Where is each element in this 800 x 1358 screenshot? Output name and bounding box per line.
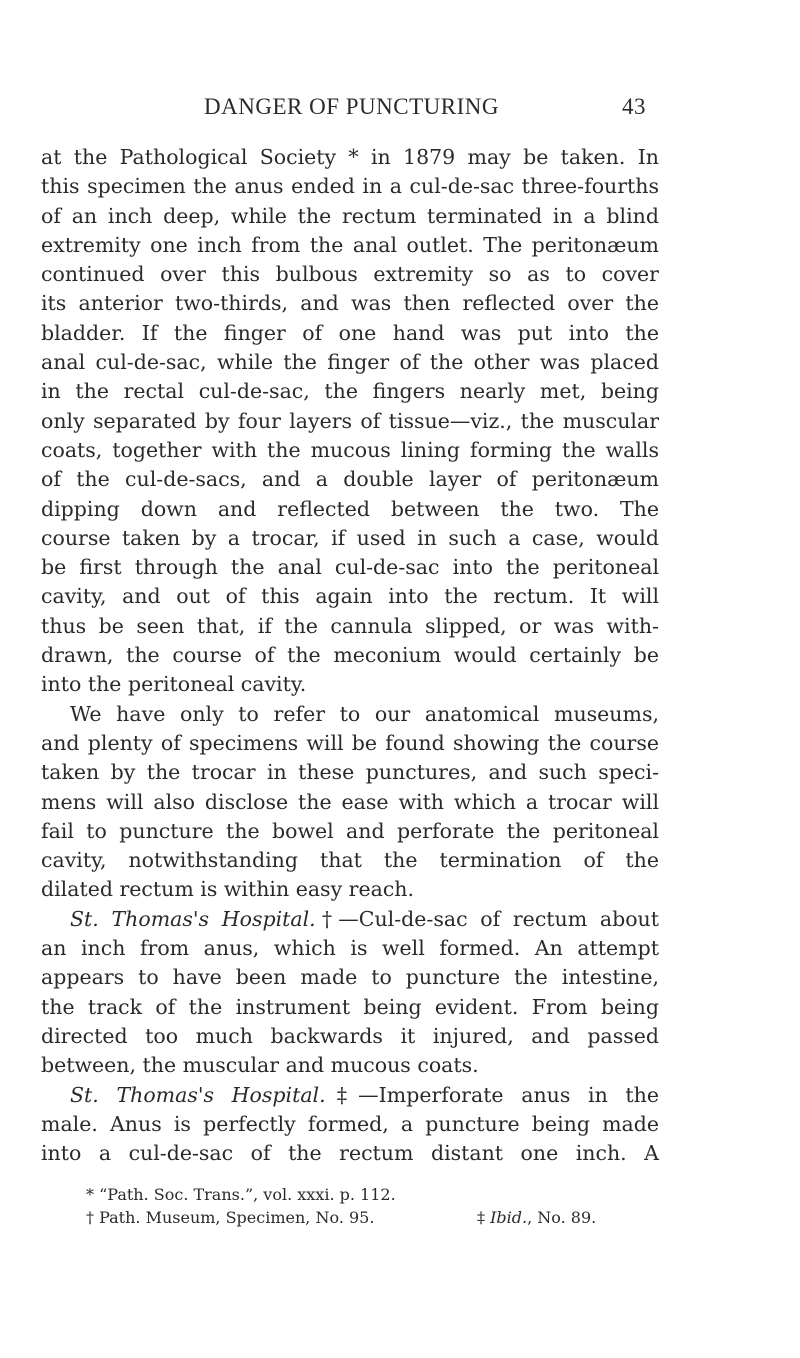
running-title: DANGER OF PUNCTURING [204, 94, 499, 119]
line-rest: —Imperforate anus in the [358, 1082, 660, 1107]
text-line: an inch from anus, which is well formed. An attempt [41, 936, 659, 961]
text-line: mens will also disclose the ease with which a trocar will [41, 789, 659, 814]
text-line: at the Pathological Society * in 1879 may be taken. In [41, 145, 659, 169]
text-line: and plenty of specimens will be found showing the course [41, 730, 659, 755]
text-line: its anterior two-thirds, and was then reflected over the [41, 291, 659, 316]
text-line: be first through the anal cul-de-sac into the peritoneal [41, 555, 659, 580]
text-line: bladder. If the finger of one hand was put into the [41, 320, 659, 345]
hospital-name: St. Thomas's Hospital. [70, 906, 316, 931]
text-line: coats, together with the mucous lining forming the walls [41, 437, 659, 462]
text-line [41, 905, 659, 934]
text-line: cavity, notwithstanding that the termination of the [41, 848, 659, 873]
text-line: taken by the trocar in these punctures, and such speci- [41, 760, 659, 785]
text-line: only separated by four layers of tissue—viz., the muscular [41, 408, 659, 433]
footnote-dagger: † Path. Museum, Specimen, No. 95. [86, 1208, 375, 1227]
text-line: fail to puncture the bowel and perforate the peritoneal [41, 818, 659, 843]
text-line: this specimen the anus ended in a cul-de-sac three-fourths [41, 174, 659, 199]
text-line: appears to have been made to puncture the intestine, [41, 965, 659, 990]
page-number: 43 [622, 94, 646, 119]
text-line: between, the muscular and mucous coats. [41, 1053, 479, 1078]
text-line: dipping down and reflected between the two. The [41, 496, 659, 521]
text-line: dilated rectum is within easy reach. [41, 877, 415, 902]
footnote-mark-ddagger: ‡ [325, 1082, 359, 1107]
footnote-ddagger-ibid: Ibid. [490, 1208, 528, 1227]
text-line: the track of the instrument being evident. From being [41, 994, 659, 1019]
text-line: course taken by a trocar, if used in such a case, would [41, 525, 659, 550]
text-line: We have only to refer to our anatomical museums, [70, 701, 659, 726]
footnote-row [86, 1206, 626, 1229]
text-line: continued over this bulbous extremity so as to cover [41, 262, 659, 287]
footnote-ddagger [477, 1206, 596, 1229]
text-line: cavity, and out of this again into the rectum. It will [41, 584, 659, 609]
footnote-mark-dagger: † [315, 906, 339, 931]
footnote-star: * “Path. Soc. Trans.”, vol. xxxi. p. 112. [86, 1185, 396, 1204]
running-head [0, 94, 800, 124]
line-rest: —Cul-de-sac of rectum about [338, 906, 659, 931]
paragraph-1 [41, 143, 659, 700]
text-line: of the cul-de-sacs, and a double layer of peritonæum [41, 467, 659, 492]
paragraph-3 [41, 905, 659, 1081]
text-line: in the rectal cul-de-sac, the fingers nearly met, being [41, 379, 659, 404]
text-line: into the peritoneal cavity. [41, 672, 307, 697]
body-text [41, 143, 659, 1168]
hospital-name: St. Thomas's Hospital. [70, 1082, 326, 1107]
text-line [41, 1081, 659, 1110]
footnote-ddagger-rest: , No. 89. [527, 1208, 597, 1227]
paragraph-2 [41, 700, 659, 905]
text-line: extremity one inch from the anal outlet. The peritonæum [41, 232, 659, 257]
text-line: directed too much backwards it injured, and passed [41, 1023, 659, 1048]
text-line: drawn, the course of the meconium would certainly be [41, 643, 659, 668]
paragraph-4 [41, 1081, 659, 1169]
text-line: of an inch deep, while the rectum terminated in a blind [41, 203, 659, 228]
footnotes [86, 1183, 626, 1229]
text-line: thus be seen that, if the cannula slipped, or was with- [41, 613, 659, 638]
text-line: into a cul-de-sac of the rectum distant one inch. A [41, 1141, 659, 1166]
text-line: anal cul-de-sac, while the finger of the other was placed [41, 350, 659, 375]
text-line: male. Anus is perfectly formed, a puncture being made [41, 1111, 659, 1136]
footnote-ddagger-mark: ‡ [477, 1208, 491, 1227]
